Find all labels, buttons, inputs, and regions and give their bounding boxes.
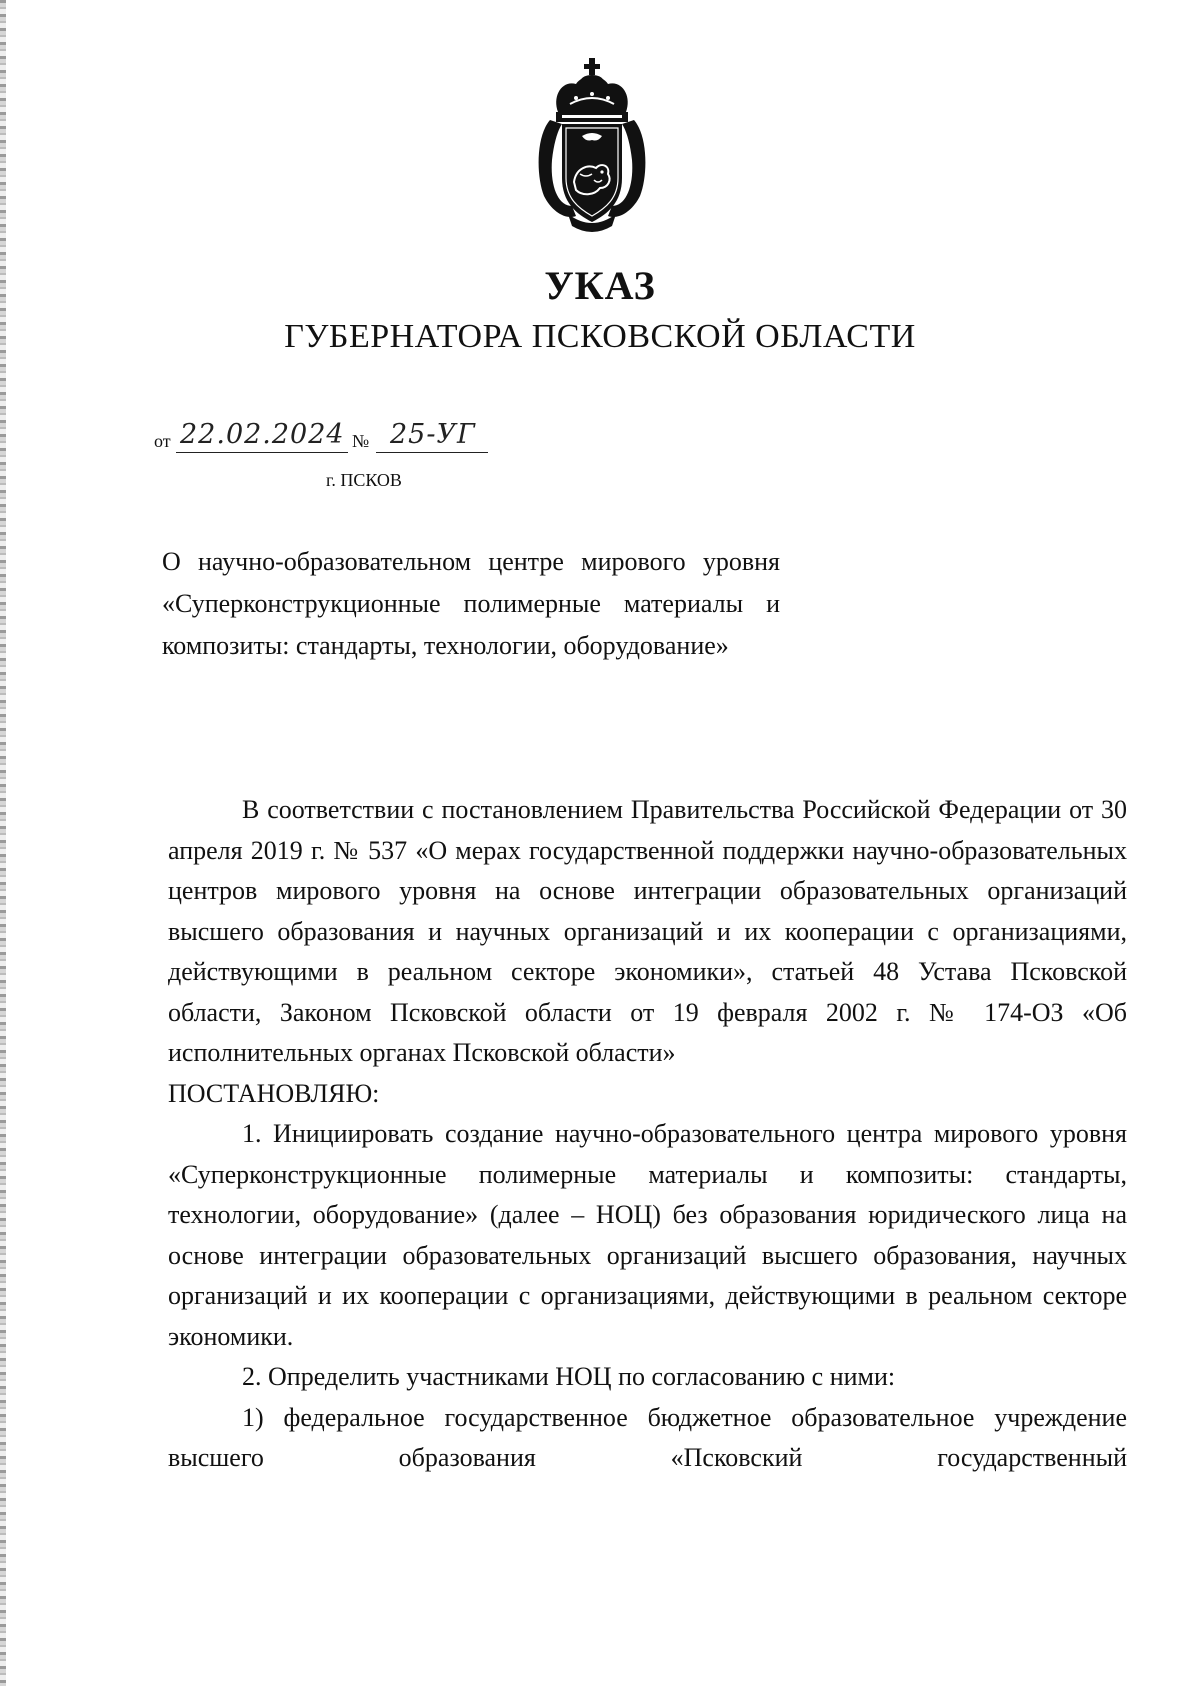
decree-body xyxy=(168,790,1127,1479)
preamble-paragraph: В соответствии с постановлением Правительства Российской Федерации от 30 апреля 2019 г. № 537 «О мерах государственной поддержки научно-образовательных центров мирового уровня на основе интеграции образовательных организаций высшего образования и научных организаций и их кооперации с организациями, действующими в реальном секторе экономики», статьей 48 Устава Псковской области, Законом Псковской области от 19 февраля 2002 г. № 174-ОЗ «Об исполнительных органах Псковской области» xyxy=(168,795,1127,1067)
scan-edge xyxy=(0,0,6,1686)
city: г. ПСКОВ xyxy=(326,470,402,490)
item-1-paragraph: 1. Инициировать создание научно-образовательного центра мирового уровня «Суперконструкционные полимерные материалы и композиты: стандарты, технологии, оборудование» (далее – НОЦ) без образования юридического лица на основе интеграции образовательных организаций высшего образования, научных организаций и их кооперации с организациями, действующими в реальном секторе экономики. xyxy=(168,1119,1127,1351)
date-prefix: от xyxy=(154,431,171,451)
decree-subject: О научно-образовательном центре мирового уровня «Суперконструкционные полимерные материалы и композиты: стандарты, технологии, оборудование» xyxy=(162,547,780,660)
date-underline xyxy=(176,452,348,453)
number-underline xyxy=(376,452,488,453)
handwritten-date: 22.02.2024 xyxy=(180,419,345,450)
date-number-line xyxy=(154,420,554,456)
handwritten-number: 25-УГ xyxy=(390,419,476,450)
coat-of-arms-emblem xyxy=(532,56,652,234)
document-title: УКАЗ xyxy=(544,263,656,308)
item-2-paragraph: 2. Определить участниками НОЦ по согласованию с ними: xyxy=(242,1362,896,1391)
decree-word: ПОСТАНОВЛЯЮ: xyxy=(168,1078,380,1108)
document-issuer: ГУБЕРНАТОРА ПСКОВСКОЙ ОБЛАСТИ xyxy=(284,318,916,355)
item-2-1-paragraph: 1) федеральное государственное бюджетное образовательное учреждение высшего образования «Псковский государственный xyxy=(168,1402,1127,1472)
number-prefix: № xyxy=(352,431,370,451)
